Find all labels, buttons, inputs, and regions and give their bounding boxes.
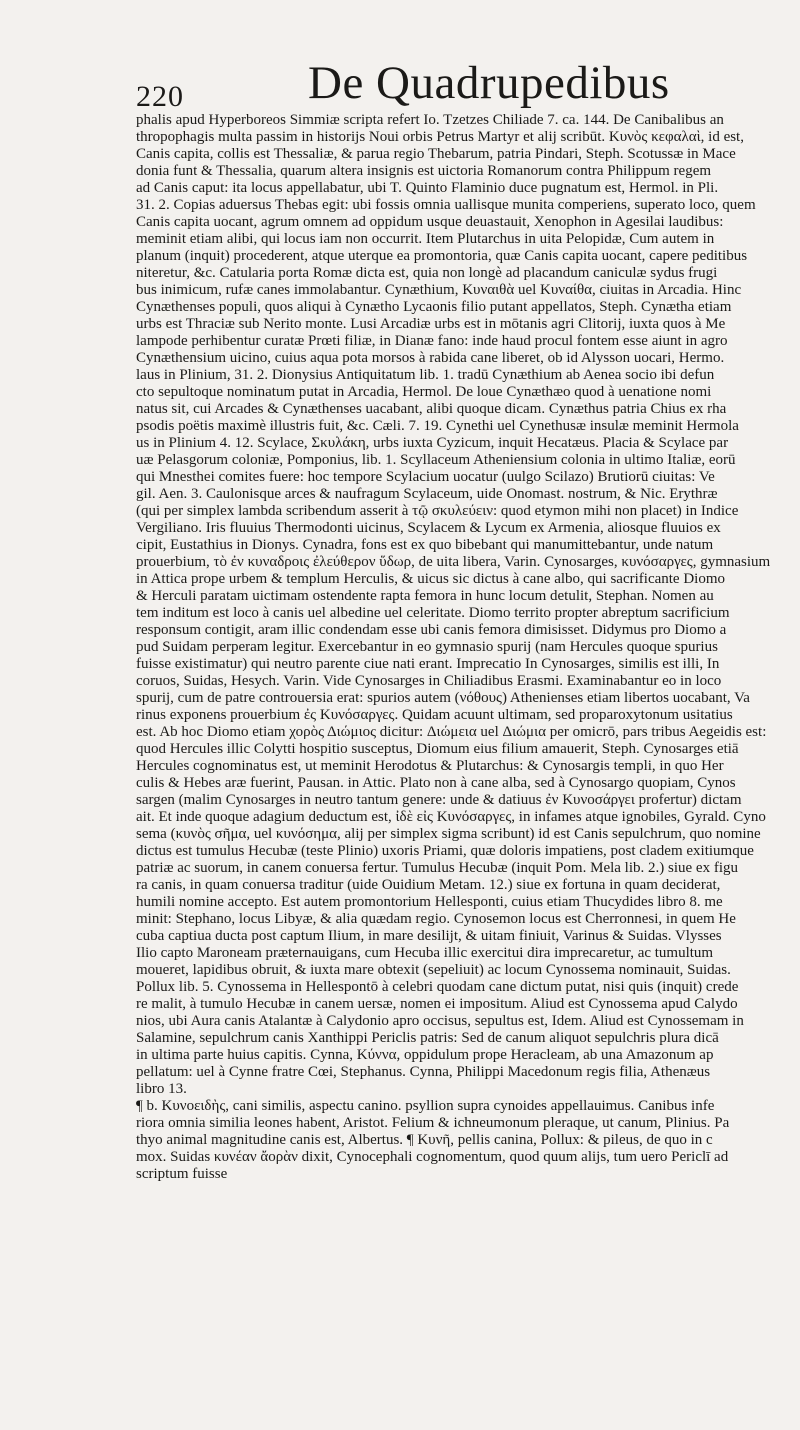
text-line: rinus exponens prouerbium ἐς Κυνόσαργες. Quidam acuunt ultimam, sed proparoxytonum usitatius bbox=[136, 707, 733, 723]
text-line: & Herculi paratam uictimam ostendente rapta femora in hunc locum detulit, Stephan. Nomen au bbox=[136, 588, 714, 604]
text-line: laus in Plinium, 31. 2. Dionysius Antiquitatum lib. 1. tradū Cynæthium ab Aenea socio ibi defun bbox=[136, 367, 715, 383]
text-line: phalis apud Hyperboreos Simmiæ scripta refert Io. Tzetzes Chiliade 7. ca. 144. De Canibalibus an bbox=[136, 112, 724, 128]
text-line: riora omnia similia leones habent, Aristot. Felium & ichneumonum pleraque, ut canum, Plinius. Pa bbox=[136, 1115, 730, 1131]
text-line: moueret, lapidibus obruit, & iuxta mare obtexit (sepeliuit) ac locum Cynossema nominauit, Suidas. bbox=[136, 962, 731, 978]
text-line: qui Mnesthei comites fuere: hoc tempore Scylacium uocatur (uulgo Scilazo) Brutiorū ciuitas: Ve bbox=[136, 469, 715, 485]
text-line: Hercules cognominatus est, ut meminit Herodotus & Plutarchus: & Cynosargis templi, in quo Her bbox=[136, 758, 724, 774]
text-line: Cynæthensium uicino, cuius aqua pota morsos à rabida cane liberet, ob id Alysson uocari, Hermo. bbox=[136, 350, 725, 366]
text-line: tem inditum est loco à canis uel albedine uel celeritate. Diomo territo propter abreptum sacrificium bbox=[136, 605, 730, 621]
text-line: responsum contigit, aram illic condendam esse ubi canis femora dimisisset. Didymus pro Diomo a bbox=[136, 622, 727, 638]
text-line: libro 13. bbox=[136, 1081, 187, 1097]
text-line: thropophagis multa passim in historijs Noui orbis Petrus Martyr et alij scribūt. Κυνὸς κεφαλαὶ, id est, bbox=[136, 129, 744, 145]
text-line: us in Plinium 4. 12. Scylace, Σκυλάκη, urbs iuxta Cyzicum, inquit Hecatæus. Placia & Scylace par bbox=[136, 435, 729, 451]
text-line: minit: Stephano, locus Libyæ, & alia quædam regio. Cynosemon locus est Cherronnesi, in quem He bbox=[136, 911, 736, 927]
text-line: thyo animal magnitudine canis est, Albertus. ¶ Κυνῆ, pellis canina, Pollux: & pileus, de quo in c bbox=[136, 1132, 713, 1148]
text-line: 31. 2. Copias aduersus Thebas egit: ubi fossis omnia uallisque munita comperiens, superato loco, quem bbox=[136, 197, 756, 213]
text-line: culis & Hebes aræ fuerint, Pausan. in Attic. Plato non à cane alba, sed à Cynosargo quopiam, Cynos bbox=[136, 775, 736, 791]
text-line: fuisse existimatur) qui neutro parente ciue nati erant. Imprecatio In Cynosarges, similis est illi, In bbox=[136, 656, 720, 672]
text-line: mox. Suidas κυνέαν ἄορὰν dixit, Cynocephali cognomentum, quod quum alijs, tum uero Periclī ad bbox=[136, 1149, 729, 1165]
text-line: patriæ ac suorum, in canem conuersa fertur. Tumulus Hecubæ (inquit Pom. Mela lib. 2.) siue ex figu bbox=[136, 860, 738, 876]
text-line: gil. Aen. 3. Caulonisque arces & naufragum Scylaceum, uide Onomast. nostrum, & Nic. Erythræ bbox=[136, 486, 718, 502]
running-title: De Quadrupedibus bbox=[308, 57, 670, 109]
text-line: pud Suidam perperam legitur. Exercebantur in eo gymnasio spurij (nam Hercules quoque spurius bbox=[136, 639, 718, 655]
text-line: lampode perhibentur curatæ Prœti filiæ, in Dianæ fano: inde haud procul fontem esse aiunt in agro bbox=[136, 333, 728, 349]
text-line: niteretur, &c. Catularia porta Romæ dicta est, quia non longè ad placandum caniculæ sydus frugi bbox=[136, 265, 718, 281]
text-line: cuba captiua ducta post captum Ilium, in mare desilijt, & uitam finiuit, Varinus & Suidas. Vlysses bbox=[136, 928, 722, 944]
text-line: est. Ab hoc Diomo etiam χορὸς Διώμιος dicitur: Διώμεια uel Διώμια per omicrō, pars tribus Aegeidis est: bbox=[136, 724, 767, 740]
text-line: coruos, Suidas, Hesych. Varin. Vide Cynosarges in Chiliadibus Erasmi. Examinabantur eo in loco bbox=[136, 673, 722, 689]
text-line: Salamine, sepulchrum canis Xanthippi Periclis patris: Sed de canum aliquot sepulchris plura dicā bbox=[136, 1030, 719, 1046]
text-line: dictus est tumulus Hecubæ (teste Plinio) uxoris Priami, quæ doloris impatiens, post cladem exitiumque bbox=[136, 843, 754, 859]
text-line: ait. Et inde quoque adagium deductum est, ἰδὲ εἰς Κυνόσαργες, in infames atque ignobiles, Gyrald. Cyno bbox=[136, 809, 766, 825]
text-line: sema (κυνὸς σῆμα, uel κυνόσημα, alij per simplex sigma scribunt) id est Canis sepulchrum, quo nomine bbox=[136, 826, 761, 842]
text-line: in ultima parte huius capitis. Cynna, Κύννα, oppidulum prope Heracleam, ab una Amazonum ap bbox=[136, 1047, 714, 1063]
text-line: sargen (malim Cynosarges in neutro tantum genere: unde & datiuus ἐν Κυνοσάργει profertur) dictam bbox=[136, 792, 742, 808]
text-line: urbs est Thraciæ sub Nerito monte. Lusi Arcadiæ urbs est in mōtanis agri Clitorij, iuxta quos à Me bbox=[136, 316, 726, 332]
text-line: Pollux lib. 5. Cynossema in Hellespontō à celebri quodam cane dictum putat, nisi quis (inquit) crede bbox=[136, 979, 739, 995]
text-line: meminit etiam alibi, qui locus iam non occurrit. Item Plutarchus in uita Pelopidæ, Cum autem in bbox=[136, 231, 715, 247]
text-line: planum (inquit) procederent, atque uterque ea promontoria, quæ Canis capita uocant, capere peditibus bbox=[136, 248, 748, 264]
text-line: nios, ubi Aura canis Atalantæ à Calydonio apro occisus, sepultus est, Idem. Aliud est Cynossemam in bbox=[136, 1013, 744, 1029]
text-line: ad Canis caput: ita locus appellabatur, ubi T. Quinto Flaminio duce pugnatum est, Hermol. in Pli. bbox=[136, 180, 719, 196]
body-text bbox=[136, 112, 788, 1183]
text-line: pellatum: uel à Cynne fratre Cœi, Stephanus. Cynna, Philippi Macedonum regis filia, Athenæus bbox=[136, 1064, 711, 1080]
text-line: prouerbium, τὸ ἐν κυναδροις ἐλεύθερον ὕδωρ, de uita libera, Varin. Cynosarges, κυνόσαργες, gymnasium bbox=[136, 554, 771, 570]
page-number: 220 bbox=[136, 80, 184, 113]
text-line: Ilio capto Maroneam præternauigans, cum Hecuba illic exercitui dira imprecaretur, ac tumultum bbox=[136, 945, 714, 961]
text-line: spurij, cum de patre controuersia erat: spurios autem (νόθους) Athenienses etiam libertos uocabant, Va bbox=[136, 690, 750, 706]
text-line: scriptum fuisse bbox=[136, 1166, 228, 1182]
text-line: donia funt & Thessalia, quarum altera insignis est uictoria Romanorum contra Philippum regem bbox=[136, 163, 712, 179]
text-line: Vergiliano. Iris fluuius Thermodonti uicinus, Scylacem & Lycum ex Armenia, aliosque fluuios ex bbox=[136, 520, 721, 536]
text-line: bus inimicum, rufæ canes immolabantur. Cynæthium, Κυναιθὰ uel Κυναίθα, ciuitas in Arcadia. Hinc bbox=[136, 282, 742, 298]
text-line: psodis poëtis maximè illustris fuit, &c. Cæli. 7. 19. Cynethi uel Cynethusæ insulæ meminit Hermola bbox=[136, 418, 739, 434]
text-line: cipit, Eustathius in Dionys. Cynadra, fons est ex quo bibebant qui manumittebantur, unde natum bbox=[136, 537, 714, 553]
text-line: (qui per simplex lambda scribendum asserit à τῷ σκυλεύειν: quod etymon mihi non placet) in Indice bbox=[136, 503, 739, 519]
text-line: ra canis, in quam conuersa traditur (uide Ouidium Metam. 12.) siue ex fortuna in quam deciderat, bbox=[136, 877, 721, 893]
text-line: ¶ b. Κυνοειδὴς, cani similis, aspectu canino. psyllion supra cynoides appellauimus. Canibus infe bbox=[136, 1098, 715, 1114]
text-line: Canis capita uocant, agrum omnem ad oppidum usque deuastauit, Xenophon in Agesilai laudibus: bbox=[136, 214, 724, 230]
text-line: quod Hercules illic Colytti hospitio susceptus, Diomum eius filium amauerit, Steph. Cynosarges etiā bbox=[136, 741, 739, 757]
text-line: natus sit, cui Arcades & Cynæthenses uacabant, alibi quoque dicam. Cynæthus patria Chius ex rha bbox=[136, 401, 727, 417]
text-line: uæ Pelasgorum coloniæ, Pomponius, lib. 1. Scyllaceum Atheniensium colonia in ultimo Italiæ, eorū bbox=[136, 452, 736, 468]
text-line: re malit, à tumulo Hecubæ in canem uersæ, nomen ei impositum. Aliud est Cynossema apud Calydo bbox=[136, 996, 738, 1012]
text-line: cto sepultoque nominatum putat in Arcadia, Hermol. De loue Cynæthæo quod à uenatione nomi bbox=[136, 384, 712, 400]
text-line: in Attica prope urbem & templum Herculis, & uicus sic dictus à cane albo, qui sacrificante Diomo bbox=[136, 571, 726, 587]
text-line: Canis capita, collis est Thessaliæ, & parua regio Thebarum, patria Pindari, Steph. Scotussæ in Mace bbox=[136, 146, 736, 162]
text-line: humili nomine accepto. Est autem promontorium Hellesponti, cuius etiam Thucydides libro 8. me bbox=[136, 894, 723, 910]
text-line: Cynæthenses populi, quos aliqui à Cynætho Lycaonis filio putant appellatos, Steph. Cynætha etiam bbox=[136, 299, 732, 315]
